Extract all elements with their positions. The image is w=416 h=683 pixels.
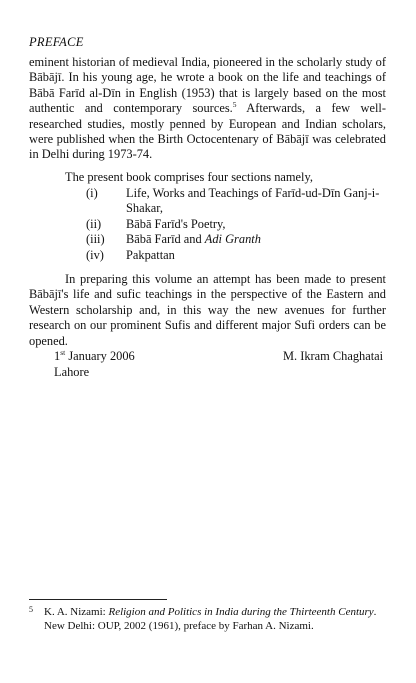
date-rest: January 2006 [65, 349, 135, 363]
list-item-number: (ii) [86, 216, 102, 231]
paragraph-intro-text-b: Afterwards, a few well-researched studies, mostly penned by European and Indian scholars, were published when the Birth Octocentenary of Bābājī was celebrated in Delhi during 1973-74. [29, 101, 386, 162]
list-item-number: (i) [86, 186, 98, 200]
list-item [86, 186, 386, 217]
signature-date-place [54, 348, 135, 380]
footnote-rest: . New Delhi: OUP, 2002 (1961), preface by Farhan A. Nizami. [44, 606, 377, 632]
paragraph-sections-intro: The present book comprises four sections namely, [65, 170, 313, 184]
list-item-text: Bābā Farīd's Poetry, [126, 216, 226, 231]
footnote-reference: 5 [232, 100, 237, 110]
list-item-text: Pakpattan [126, 247, 175, 262]
footnote-author: K. A. Nizami: [44, 606, 109, 618]
list-item [86, 217, 386, 232]
paragraph-intro-text-a: eminent historian of medieval India, pioneered in the scholarly study of Bābājī. In his young age, he wrote a book on the life and teachings of Bābā Farīd al-Dīn in English (1953) that is largely based on the most authentic and contemporary sources. [29, 55, 386, 116]
signature-author: M. Ikram Chaghatai [283, 349, 384, 363]
list-item-number: (iv) [86, 247, 104, 262]
sections-list [86, 186, 386, 263]
signature-place: Lahore [54, 365, 90, 379]
list-item [86, 232, 386, 247]
list-item [86, 248, 386, 263]
list-item-text: Life, Works and Teachings of Farīd-ud-Dīn Ganj-i-Shakar, [126, 186, 380, 216]
running-header: PREFACE [29, 35, 84, 49]
footnote-divider [29, 599, 167, 600]
paragraph-intro [29, 55, 386, 163]
footnote-mark: 5 [29, 605, 33, 614]
date-suffix: st [60, 347, 66, 357]
footnote-title: Religion and Politics in India during the Thirteenth Century [108, 606, 374, 618]
list-item-text-italic: Adi Granth [204, 232, 261, 247]
signature-date [54, 348, 135, 364]
list-item-number: (iii) [86, 232, 105, 247]
footnote-text [44, 605, 389, 633]
date-day: 1 [54, 349, 61, 363]
list-item-text [126, 232, 386, 247]
list-item-text-a: Bābā Farīd and [126, 232, 205, 247]
paragraph-purpose: In preparing this volume an attempt has been made to present Bābājī's life and sufic teachings in the perspective of the Eastern and Western scholarship and, in this way the new avenues for further research on our prominent Sufis and different major Sufi orders can be opened. [29, 272, 386, 348]
